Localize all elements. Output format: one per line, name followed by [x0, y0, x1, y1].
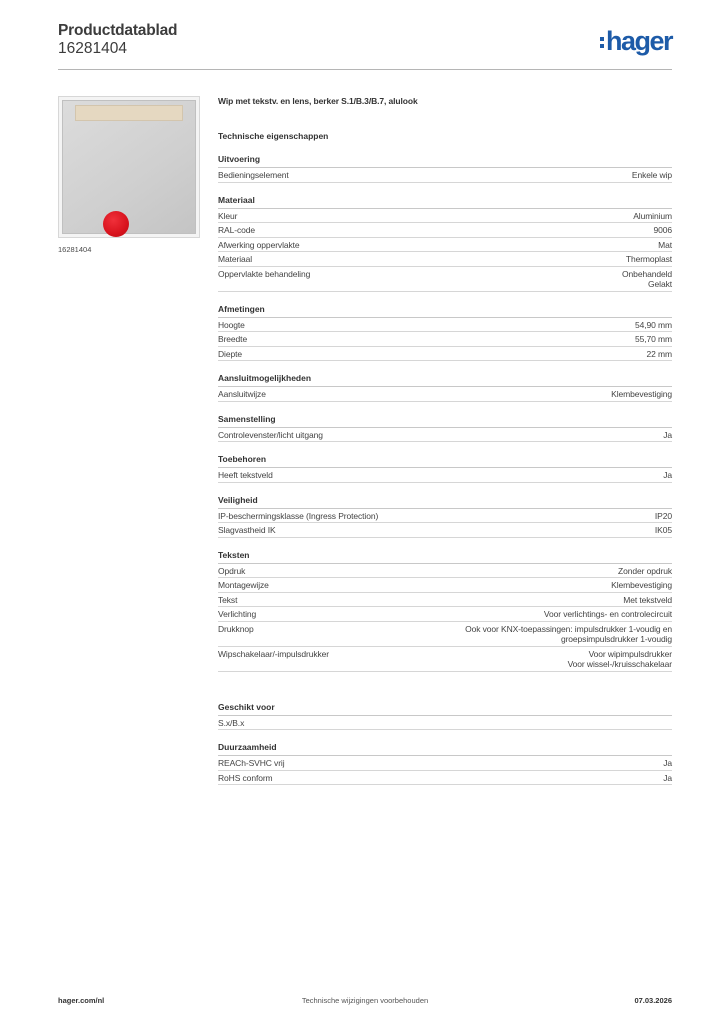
- spec-label: Montagewijze: [218, 580, 269, 590]
- product-image: [58, 96, 200, 238]
- spec-value: Ook voor KNX-toepassingen: impulsdrukker 1-voudig en groepsimpulsdrukker 1-voudig: [465, 623, 672, 644]
- spec-value: Thermoplast: [625, 254, 672, 264]
- spec-label: Oppervlakte behandeling: [218, 268, 311, 279]
- footer-website-link[interactable]: hager.com/nl: [58, 996, 105, 1005]
- spec-section: [218, 304, 672, 362]
- spec-section: [218, 414, 672, 443]
- section-title: Toebehoren: [218, 454, 672, 468]
- section-title: Afmetingen: [218, 304, 672, 318]
- spec-section: [218, 154, 672, 183]
- spec-value: Voor wipimpulsdrukker Voor wissel-/kruisschakelaar: [567, 648, 672, 669]
- spec-row: [218, 564, 672, 579]
- section-title: Samenstelling: [218, 414, 672, 428]
- footer-disclaimer: Technische wijzigingen voorbehouden: [301, 996, 429, 1005]
- page-footer: [58, 996, 672, 1012]
- logo-text: hager: [605, 26, 672, 56]
- spec-row: [218, 332, 672, 347]
- spec-label: Bedieningselement: [218, 170, 289, 180]
- spec-row: [218, 622, 672, 647]
- spec-row: [218, 771, 672, 786]
- spec-value: Aluminium: [633, 210, 672, 221]
- section-title: Veiligheid: [218, 495, 672, 509]
- hager-logo: [600, 26, 672, 56]
- spec-value: Zonder opdruk: [618, 565, 672, 576]
- spec-row: [218, 509, 672, 524]
- label-strip: [75, 105, 183, 121]
- spec-value: Enkele wip: [631, 170, 672, 180]
- spec-row: [218, 523, 672, 538]
- spec-value: 9006: [653, 225, 672, 235]
- section-title: Uitvoering: [218, 154, 672, 168]
- spec-label: Heeft tekstveld: [218, 470, 273, 480]
- spec-row: [218, 468, 672, 483]
- footer-date: 07.03.2026: [634, 996, 672, 1005]
- spec-label: Wipschakelaar/-impulsdrukker: [218, 648, 330, 659]
- page-header: [58, 22, 672, 70]
- spec-row: [218, 347, 672, 362]
- spec-row: [218, 238, 672, 253]
- spec-label: RoHS conform: [218, 772, 273, 783]
- spec-value: Klembevestiging: [611, 580, 672, 590]
- section-title: Duurzaamheid: [218, 742, 672, 756]
- spec-label: Kleur: [218, 210, 238, 221]
- spec-section: [218, 702, 672, 731]
- spec-row: [218, 428, 672, 443]
- tech-heading: Technische eigenschappen: [218, 131, 329, 141]
- spec-row: [218, 267, 672, 292]
- spec-value: Mat: [658, 239, 672, 250]
- product-name: Wip met tekstv. en lens, berker S.1/B.3/B.7, alulook: [218, 96, 418, 106]
- spec-row: [218, 318, 672, 333]
- spec-value: IP20: [654, 510, 672, 521]
- spec-label: Opdruk: [218, 565, 246, 576]
- spec-label: S.x/B.x: [218, 717, 245, 728]
- spec-label: Diepte: [218, 348, 242, 359]
- document-title: Productdatablad: [58, 22, 178, 39]
- spec-row: [218, 716, 672, 731]
- spec-value: IK05: [654, 525, 672, 535]
- spec-label: Tekst: [218, 594, 238, 605]
- spec-section: [218, 550, 672, 672]
- section-title: Materiaal: [218, 195, 672, 209]
- spec-section: [218, 742, 672, 785]
- spec-value: Ja: [663, 470, 672, 480]
- red-lens-icon: [103, 211, 129, 237]
- spec-label: Verlichting: [218, 609, 257, 619]
- switch-face: [62, 100, 196, 234]
- spec-label: REACh-SVHC vrij: [218, 758, 285, 768]
- spec-value: Ja: [663, 758, 672, 768]
- spec-label: IP-beschermingsklasse (Ingress Protection): [218, 510, 379, 521]
- spec-label: Breedte: [218, 334, 248, 344]
- image-caption: 16281404: [58, 245, 92, 254]
- spec-content: [218, 96, 672, 785]
- spec-row: [218, 387, 672, 402]
- spec-section: [218, 454, 672, 483]
- spec-label: Hoogte: [218, 319, 245, 330]
- spec-label: Aansluitwijze: [218, 389, 266, 399]
- document-number: 16281404: [58, 40, 127, 57]
- spec-row: [218, 223, 672, 238]
- spec-value: Met tekstveld: [623, 594, 672, 605]
- spec-row: [218, 209, 672, 224]
- spec-row: [218, 607, 672, 622]
- spec-label: Materiaal: [218, 254, 253, 264]
- spec-label: Drukknop: [218, 623, 254, 634]
- spec-label: Controlevenster/licht uitgang: [218, 429, 323, 440]
- spec-value: Onbehandeld Gelakt: [622, 268, 672, 289]
- spec-section: [218, 195, 672, 292]
- spec-sections: [218, 154, 672, 785]
- spec-value: 22 mm: [646, 348, 672, 359]
- spec-value: Voor verlichtings- en controlecircuit: [543, 609, 672, 619]
- spec-label: Slagvastheid IK: [218, 525, 276, 535]
- section-title: Teksten: [218, 550, 672, 564]
- spec-label: RAL-code: [218, 225, 255, 235]
- section-title: Geschikt voor: [218, 702, 672, 716]
- spec-row: [218, 756, 672, 771]
- logo-colon-icon: [600, 34, 604, 51]
- spec-row: [218, 578, 672, 593]
- spec-row: [218, 647, 672, 672]
- spec-section: [218, 495, 672, 538]
- spec-section: [218, 373, 672, 402]
- section-title: Aansluitmogelijkheden: [218, 373, 672, 387]
- spec-value: 55,70 mm: [635, 334, 672, 344]
- spec-value: Ja: [663, 772, 672, 783]
- spec-row: [218, 168, 672, 183]
- spec-row: [218, 252, 672, 267]
- spec-label: Afwerking oppervlakte: [218, 239, 300, 250]
- spec-value: Ja: [663, 429, 672, 440]
- spec-value: Klembevestiging: [611, 389, 672, 399]
- spec-row: [218, 593, 672, 608]
- spec-value: 54,90 mm: [635, 319, 672, 330]
